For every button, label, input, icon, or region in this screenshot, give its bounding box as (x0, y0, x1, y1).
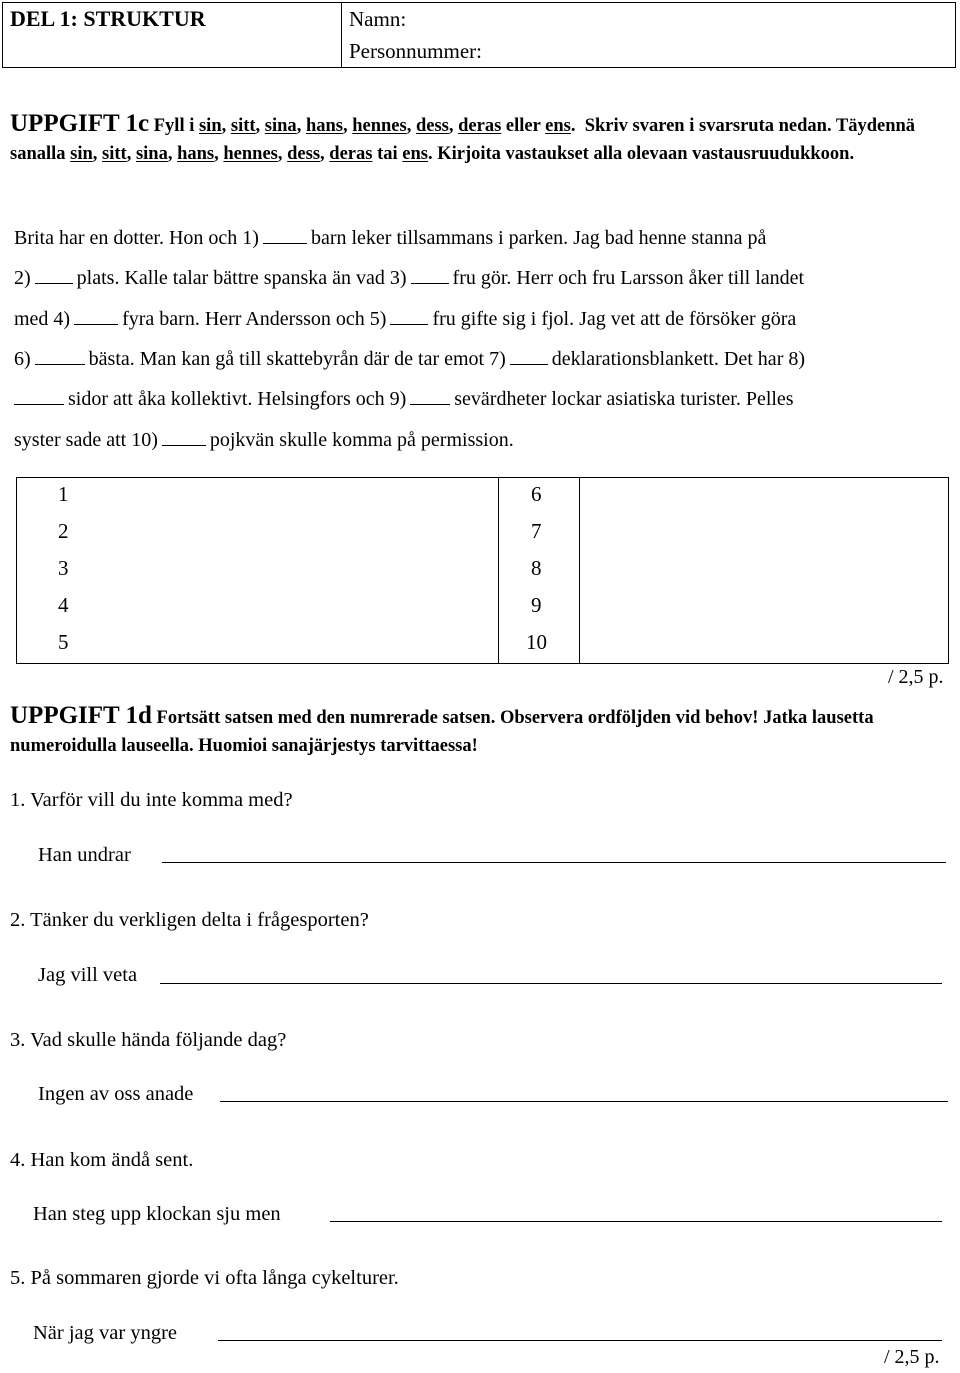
answer-prefix-4: Han steg upp klockan sju men (33, 1203, 281, 1225)
grid-row-label: 5 (58, 630, 69, 654)
cloze-text: barn leker tillsammans i parken. Jag bad henne stanna på (310, 227, 767, 249)
grid-divider (579, 477, 580, 664)
question-1: 1. Varför vill du inte komma med? (10, 789, 293, 811)
cloze-line-1 (14, 226, 766, 250)
answer-prefix-2: Jag vill veta (38, 964, 138, 986)
instr-fi-post: Kirjoita vastaukset alla olevaan vastausruudukkoon. (437, 144, 855, 164)
grid-row-label: 8 (531, 556, 542, 580)
instr-sv: Fortsätt satsen med den numrerade satsen. Observera ordföljden vid behov! (156, 708, 759, 728)
instr-sv-post: Skriv svaren i svarsruta nedan. (584, 116, 832, 136)
grid-row-label: 3 (58, 556, 69, 580)
task-1d-instructions (10, 702, 945, 760)
cloze-text: med 4) (14, 308, 71, 330)
grid-row-label: 1 (58, 482, 69, 506)
task-1c-instructions: UPPGIFT 1c Fyll i sin, sitt, sina, hans, hennes, dess, deras eller ens. Skriv svaren i svarsruta nedan. Täydennä sanalla sin, sitt, sina, hans, hennes, dess, deras tai ens. Kirjoita vastaukset alla olevaan vastausruudukkoon. (10, 110, 916, 164)
grid-row-label: 9 (531, 593, 542, 617)
task-1d-label: UPPGIFT 1d (10, 702, 152, 729)
blank-8[interactable] (14, 403, 64, 405)
blank-9[interactable] (410, 403, 450, 405)
answer-prefix-1: Han undrar (38, 844, 131, 866)
grid-row-label: 2 (58, 519, 69, 543)
option-word: sitt (102, 144, 127, 164)
or-word: eller (505, 116, 541, 136)
instr-fi: Jatka lausetta numeroidulla lauseella. Huomioi sanajärjestys tarvittaessa! (10, 708, 874, 756)
option-word: dess (415, 116, 449, 136)
name-field-label[interactable]: Namn: (349, 7, 407, 31)
cloze-line-5 (14, 387, 794, 411)
cloze-text: deklarationsblankett. Det har 8) (551, 348, 806, 370)
cloze-line-3 (14, 307, 796, 331)
instr-fi-pre: Täydennä sanalla (10, 116, 916, 164)
task-1c-label: UPPGIFT 1c (10, 110, 150, 137)
header-divider (341, 2, 342, 68)
blank-7[interactable] (510, 363, 548, 365)
question-4: 4. Han kom ändå sent. (10, 1149, 194, 1171)
cloze-text: 2) (14, 267, 31, 289)
cloze-line-4 (14, 347, 805, 371)
answer-prefix-5: När jag var yngre (33, 1322, 178, 1344)
grid-divider (498, 477, 499, 664)
option-word: ens (402, 144, 428, 164)
answer-line-1[interactable] (162, 862, 946, 863)
grid-row-label: 4 (58, 593, 69, 617)
personal-number-field-label[interactable]: Personnummer: (349, 39, 482, 63)
cloze-text: pojkvän skulle komma på permission. (209, 429, 514, 451)
answer-line-3[interactable] (220, 1101, 948, 1102)
option-word: hennes (223, 144, 278, 164)
answer-line-2[interactable] (160, 983, 942, 984)
cloze-text: syster sade att 10) (14, 429, 158, 451)
cloze-text: sevärdheter lockar asiatiska turister. Pelles (454, 388, 794, 410)
option-word: dess (287, 144, 321, 164)
question-5: 5. På sommaren gjorde vi ofta långa cykelturer. (10, 1267, 399, 1289)
cloze-text: fru gör. Herr och fru Larsson åker till landet (452, 267, 805, 289)
option-word: deras (458, 116, 502, 136)
option-word: ens (545, 116, 571, 136)
option-word: sitt (230, 116, 256, 136)
cloze-text: sidor att åka kollektivt. Helsingfors och 9) (68, 388, 407, 410)
task-1d-points: / 2,5 p. (884, 1346, 940, 1368)
instr-sv-pre: Fyll i (153, 116, 195, 136)
option-word: hennes (352, 116, 407, 136)
cloze-line-6 (14, 428, 514, 452)
blank-2[interactable] (35, 282, 73, 284)
cloze-text: fru gifte sig i fjol. Jag vet att de försöker göra (432, 308, 797, 330)
cloze-text: bästa. Man kan gå till skattebyrån där de tar emot 7) (88, 348, 506, 370)
answer-prefix-3: Ingen av oss anade (38, 1083, 194, 1105)
option-word: sin (70, 144, 93, 164)
cloze-text: Brita har en dotter. Hon och 1) (14, 227, 259, 249)
blank-1[interactable] (263, 242, 307, 244)
option-word: sina (135, 144, 168, 164)
option-word: hans (177, 144, 215, 164)
answer-line-5[interactable] (218, 1340, 942, 1341)
or-word-fi: tai (377, 144, 398, 164)
option-word: sin (198, 116, 222, 136)
cloze-text: 6) (14, 348, 31, 370)
grid-row-label: 7 (531, 519, 542, 543)
option-word: sina (264, 116, 297, 136)
option-word: hans (305, 116, 343, 136)
section-title: DEL 1: STRUKTUR (10, 6, 206, 31)
blank-10[interactable] (162, 444, 206, 446)
option-word: deras (329, 144, 373, 164)
question-3: 3. Vad skulle hända följande dag? (10, 1029, 287, 1051)
answer-line-4[interactable] (330, 1221, 942, 1222)
blank-5[interactable] (390, 323, 428, 325)
grid-row-label: 6 (531, 482, 542, 506)
task-1c-points: / 2,5 p. (888, 666, 944, 688)
answer-grid (16, 477, 949, 664)
cloze-text: fyra barn. Herr Andersson och 5) (122, 308, 387, 330)
cloze-text: plats. Kalle talar bättre spanska än vad 3) (76, 267, 407, 289)
blank-3[interactable] (411, 282, 449, 284)
cloze-line-2 (14, 266, 804, 290)
grid-row-label: 10 (526, 630, 547, 654)
question-2: 2. Tänker du verkligen delta i frågesporten? (10, 909, 369, 931)
blank-4[interactable] (74, 323, 118, 325)
blank-6[interactable] (35, 363, 85, 365)
